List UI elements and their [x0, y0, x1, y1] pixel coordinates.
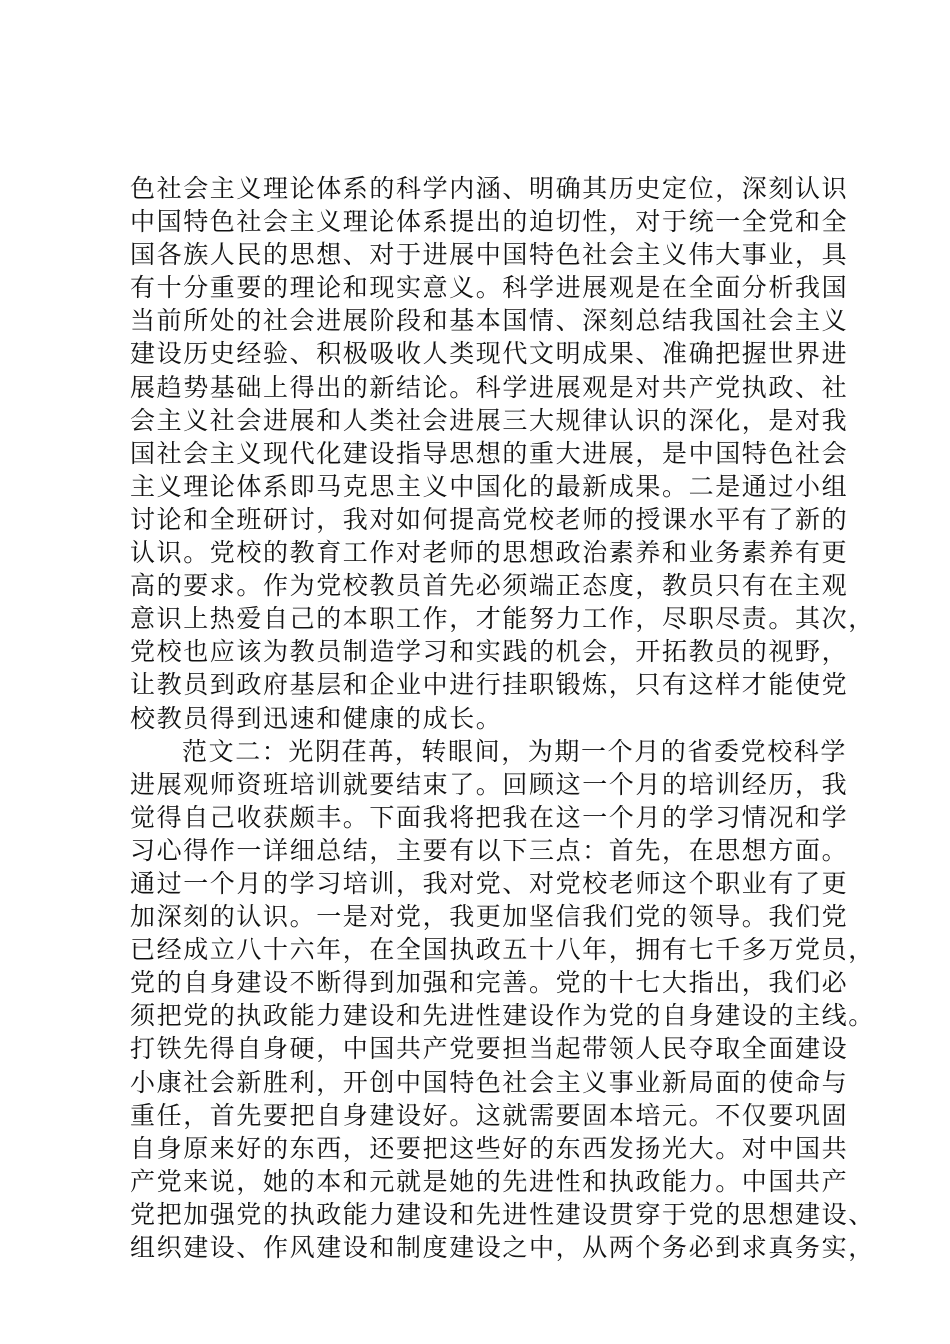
text-line: 有十分重要的理论和现实意义。科学进展观是在全面分析我国 [130, 273, 849, 303]
text-line: 重任，首先要把自身建设好。这就需要固本培元。不仅要巩固 [130, 1100, 849, 1130]
text-line: 让教员到政府基层和企业中进行挂职锻炼，只有这样才能使党 [130, 670, 849, 700]
text-line: 觉得自己收获颇丰。下面我将把我在这一个月的学习情况和学 [130, 802, 849, 832]
text-line: 组织建设、作风建设和制度建设之中，从两个务必到求真务实， [130, 1233, 875, 1262]
text-line: 高的要求。作为党校教员首先必须端正态度，教员只有在主观 [130, 571, 849, 601]
text-line: 讨论和全班研讨，我对如何提高党校老师的授课水平有了新的 [130, 504, 849, 534]
text-line: 意识上热爱自己的本职工作，才能努力工作，尽职尽责。其次， [130, 604, 875, 634]
text-line: 主义理论体系即马克思主义中国化的最新成果。二是通过小组 [130, 471, 849, 501]
text-line: 加深刻的认识。一是对党，我更加坚信我们党的领导。我们党 [130, 902, 849, 932]
text-line: 认识。党校的教育工作对老师的思想政治素养和业务素养有更 [130, 538, 849, 568]
paragraph-start-line: 范文二：光阴荏苒，转眼间，为期一个月的省委党校科学 [182, 736, 848, 766]
text-line: 校教员得到迅速和健康的成长。 [130, 703, 503, 733]
text-line: 党校也应该为教员制造学习和实践的机会，开拓教员的视野， [130, 637, 849, 667]
text-line: 国各族人民的思想、对于进展中国特色社会主义伟大事业，具 [130, 240, 849, 270]
text-line: 党的自身建设不断得到加强和完善。党的十七大指出，我们必 [130, 968, 849, 998]
body-text [130, 172, 875, 1264]
text-line: 建设历史经验、积极吸收人类现代文明成果、准确把握世界进 [130, 339, 849, 369]
text-line: 会主义社会进展和人类社会进展三大规律认识的深化，是对我 [130, 405, 849, 435]
text-line: 须把党的执政能力建设和先进性建设作为党的自身建设的主线。 [130, 1001, 875, 1031]
text-line: 展趋势基础上得出的新结论。科学进展观是对共产党执政、社 [130, 372, 849, 402]
text-line: 当前所处的社会进展阶段和基本国情、深刻总结我国社会主义 [130, 306, 849, 336]
text-line: 色社会主义理论体系的科学内涵、明确其历史定位，深刻认识 [130, 174, 849, 203]
text-line: 产党来说，她的本和元就是她的先进性和执政能力。中国共产 [130, 1166, 849, 1196]
text-line: 国社会主义现代化建设指导思想的重大进展，是中国特色社会 [130, 438, 849, 468]
text-line: 已经成立八十六年，在全国执政五十八年，拥有七千多万党员， [130, 935, 875, 965]
text-line: 自身原来好的东西，还要把这些好的东西发扬光大。对中国共 [130, 1133, 849, 1163]
text-line: 中国特色社会主义理论体系提出的迫切性，对于统一全党和全 [130, 207, 849, 237]
text-line: 党把加强党的执政能力建设和先进性建设贯穿于党的思想建设、 [130, 1199, 875, 1229]
text-line: 通过一个月的学习培训，我对党、对党校老师这个职业有了更 [130, 868, 849, 898]
text-line: 进展观师资班培训就要结束了。回顾这一个月的培训经历，我 [130, 769, 849, 799]
text-line: 习心得作一详细总结，主要有以下三点：首先，在思想方面。 [130, 835, 849, 865]
text-line: 打铁先得自身硬，中国共产党要担当起带领人民夺取全面建设 [130, 1034, 849, 1064]
text-line: 小康社会新胜利，开创中国特色社会主义事业新局面的使命与 [130, 1067, 849, 1097]
